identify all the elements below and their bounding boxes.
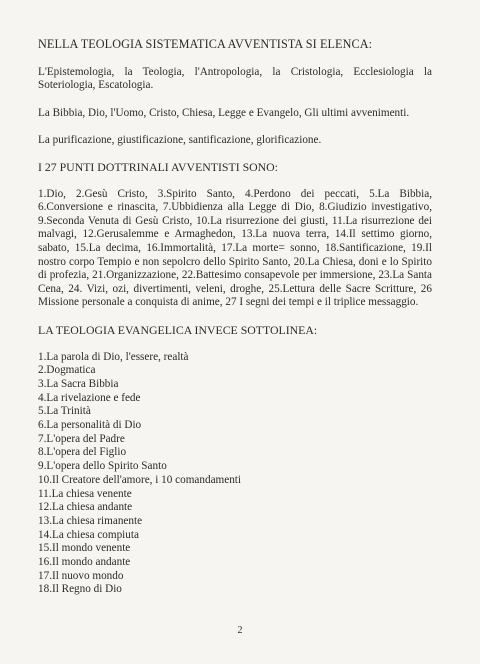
list-item: 11.La chiesa venente — [38, 487, 132, 500]
evangelica-list — [38, 351, 432, 598]
list-item: 17.Il nuovo mondo — [38, 569, 124, 582]
page-number: 2 — [237, 625, 243, 636]
heading-sistematica: NELLA TEOLOGIA SISTEMATICA AVVENTISTA SI ELENCA: — [38, 37, 373, 51]
list-item: 9.L'opera dello Spirito Santo — [38, 460, 167, 473]
list-item: 4.La rivelazione e fede — [38, 391, 141, 404]
paragraph-topics: La Bibbia, Dio, l'Uomo, Cristo, Chiesa, Legge e Evangelo, Gli ultimi avvenimenti. — [38, 106, 410, 119]
list-item: 6.La personalità di Dio — [38, 419, 142, 432]
heading-evangelica: LA TEOLOGIA EVANGELICA INVECE SOTTOLINEA: — [38, 322, 318, 337]
list-item: 5.La Trinità — [38, 405, 91, 418]
list-item: 10.Il Creatore dell'amore, i 10 comandamenti — [38, 473, 242, 486]
list-item: 7.L'opera del Padre — [38, 432, 125, 445]
list-item: 18.Il Regno di Dio — [38, 583, 122, 596]
list-item: 3.La Sacra Bibbia — [38, 377, 119, 390]
paragraph-disciplines: L'Epistemologia, la Teologia, l'Antropologia, la Cristologia, Ecclesiologia la Soteriologia, Escatologia. — [38, 65, 432, 92]
list-item: 8.L'opera del Figlio — [38, 446, 127, 459]
list-item: 14.La chiesa compiuta — [38, 528, 139, 541]
list-item: 1.La parola di Dio, l'essere, realtà — [38, 350, 189, 363]
heading-27-points: I 27 PUNTI DOTTRINALI AVVENTISTI SONO: — [38, 159, 278, 174]
list-item: 13.La chiesa rimanente — [38, 514, 143, 527]
paragraph-stages: La purificazione, giustificazione, santificazione, glorificazione. — [38, 134, 322, 147]
paragraph-27-points: 1.Dio, 2.Gesù Cristo, 3.Spirito Santo, 4.Perdono dei peccati, 5.La Bibbia, 6.Conversione e rinascita, 7.Ubbidienza alla Legge di Dio, 8.Giudizio investigativo, 9.Seconda Venuta di Gesù Cristo, 10.La risurrezione dei giusti, 11.La risurrezione dei malvagi, 12.Gerusalemme e Armaghedon, 13.La nuova terra, 14.Il settimo giorno, sabato, 15.La decima, 16.Immortalità, 17.La morte= sonno, 18.Santificazione, 19.Il nostro corpo Tempio e non sepolcro dello Spirito Santo, 20.La Chiesa, doni e lo Spirito di profezia, 21.Organizzazione, 22.Battesimo consapevole per immersione, 23.La Santa Cena, 24. Vizi, ozi, divertimenti, veleni, droghe, 25.Lettura delle Sacre Scritture, 26 Missione personale a conquista di anime, 27 I segni dei tempi e il triplice messaggio. — [38, 187, 432, 309]
list-item: 12.La chiesa andante — [38, 501, 133, 514]
list-item: 2.Dogmatica — [38, 364, 96, 377]
list-item: 15.Il mondo venente — [38, 542, 131, 555]
list-item: 16.Il mondo andante — [38, 556, 131, 569]
